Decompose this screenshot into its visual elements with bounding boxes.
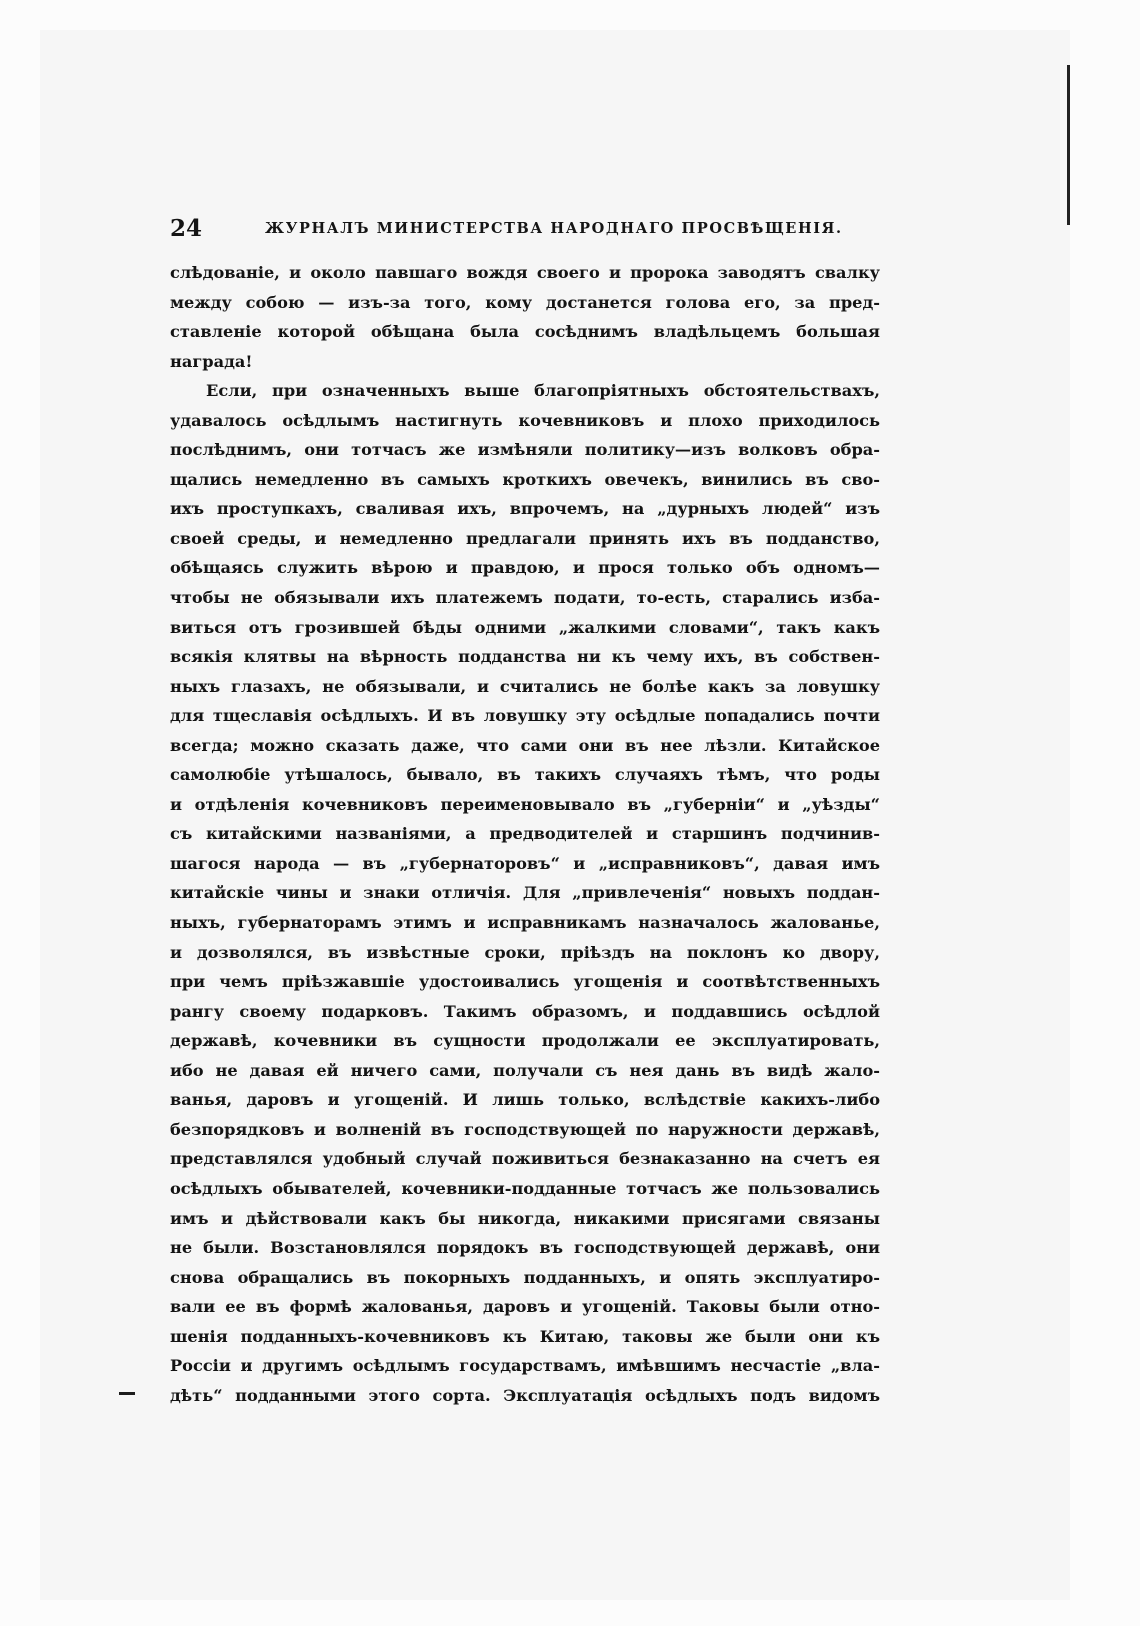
text-line: ставленіе которой обѣщана была сосѣднимъ владѣльцемъ большая <box>170 322 880 342</box>
text-line: слѣдованіе, и около павшаго вождя своего и пророка заводятъ свалку <box>170 263 880 282</box>
page-header <box>170 213 900 245</box>
text-line: осѣдлыхъ обывателей, кочевники-подданные тотчасъ же пользовались <box>170 1178 880 1198</box>
text-line: державѣ, кочевники въ сущности продолжали ее эксплуатировать, <box>170 1031 880 1051</box>
text-line: Россіи и другимъ осѣдлымъ государствамъ, имѣвшимъ несчастіе „вла- <box>170 1356 880 1376</box>
text-line: безпорядковъ и волненій въ господствующей по наружности державѣ, <box>170 1119 880 1139</box>
text-line: чтобы не обязывали ихъ платежемъ подати, то-есть, старались изба- <box>170 588 880 608</box>
body-text <box>170 258 880 1410</box>
scan-edge-line <box>1067 65 1070 225</box>
text-line: китайскіе чины и знаки отличія. Для „привлеченія“ новыхъ поддан- <box>170 883 880 903</box>
text-line: виться отъ грозившей бѣды одними „жалкими словами“, такъ какъ <box>170 617 880 637</box>
text-line: между собою — изъ-за того, кому достанется голова его, за пред- <box>170 292 880 312</box>
text-line: ибо не давая ей ничего сами, получали съ нея дань въ видѣ жало- <box>170 1060 880 1080</box>
text-line: имъ и дѣйствовали какъ бы никогда, никакими присягами связаны <box>170 1208 880 1228</box>
text-line: удавалось осѣдлымъ настигнуть кочевниковъ и плохо приходилось <box>170 410 880 430</box>
text-line: ныхъ, губернаторамъ этимъ и исправникамъ назначалось жалованье, <box>170 913 880 933</box>
text-line: снова обращались въ покорныхъ подданныхъ, и опять эксплуатиро- <box>170 1267 880 1287</box>
text-line: и отдѣленія кочевниковъ переименовывало въ „губерніи“ и „уѣзды“ <box>170 794 880 814</box>
text-line: и дозволялся, въ извѣстные сроки, пріѣздъ на поклонъ ко двору, <box>170 942 880 962</box>
text-line: ванья, даровъ и угощеній. И лишь только, вслѣдствіе какихъ-либо <box>170 1090 880 1110</box>
text-line: при чемъ пріѣзжавшіе удостоивались угощенія и соотвѣтственныхъ <box>170 972 880 992</box>
text-line: ихъ проступкахъ, сваливая ихъ, впрочемъ, на „дурныхъ людей“ изъ <box>170 499 880 519</box>
text-line: самолюбіе утѣшалось, бывало, въ такихъ случаяхъ тѣмъ, что роды <box>170 765 880 785</box>
text-line: рангу своему подарковъ. Такимъ образомъ, и поддавшись осѣдлой <box>170 1001 880 1021</box>
text-line: щались немедленно въ самыхъ кроткихъ овечекъ, винились въ сво- <box>170 469 880 489</box>
text-line: представлялся удобный случай поживиться безнаказанно на счетъ ея <box>170 1149 880 1169</box>
text-line: обѣщаясь служить вѣрою и правдою, и прося только объ одномъ— <box>170 558 880 578</box>
text-line: всякія клятвы на вѣрность подданства ни къ чему ихъ, въ собствен- <box>170 647 880 667</box>
text-line: шагося народа — въ „губернаторовъ“ и „исправниковъ“, давая имъ <box>170 853 880 873</box>
text-line: послѣднимъ, они тотчасъ же измѣняли политику—изъ волковъ обра- <box>170 440 880 460</box>
text-line: ныхъ глазахъ, не обязывали, и считались не болѣе какъ за ловушку <box>170 676 880 696</box>
text-line: своей среды, и немедленно предлагали принять ихъ въ подданство, <box>170 528 880 548</box>
text-line: не были. Возстановлялся порядокъ въ господствующей державѣ, они <box>170 1238 880 1258</box>
page-number: 24 <box>170 215 203 242</box>
text-line: для тщеславія осѣдлыхъ. И въ ловушку эту осѣдлые попадались почти <box>170 706 880 726</box>
running-title: ЖУРНАЛЪ МИНИСТЕРСТВА НАРОДНАГО ПРОСВѢЩЕНІЯ. <box>265 220 843 237</box>
text-line: вали ее въ формѣ жалованья, даровъ и угощеній. Таковы были отно- <box>170 1297 880 1317</box>
text-line: дѣть“ подданными этого сорта. Эксплуатація осѣдлыхъ подъ видомъ <box>170 1385 880 1405</box>
text-line: Если, при означенныхъ выше благопріятныхъ обстоятельствахъ, <box>206 381 880 401</box>
text-line: награда! <box>170 351 253 371</box>
text-line: съ китайскими названіями, а предводителей и старшинъ подчинив- <box>170 824 880 844</box>
text-line: всегда; можно сказать даже, что сами они въ нее лѣзли. Китайское <box>170 735 880 755</box>
text-line: шенія подданныхъ-кочевниковъ къ Китаю, таковы же были они къ <box>170 1326 880 1346</box>
margin-mark <box>119 1392 135 1395</box>
